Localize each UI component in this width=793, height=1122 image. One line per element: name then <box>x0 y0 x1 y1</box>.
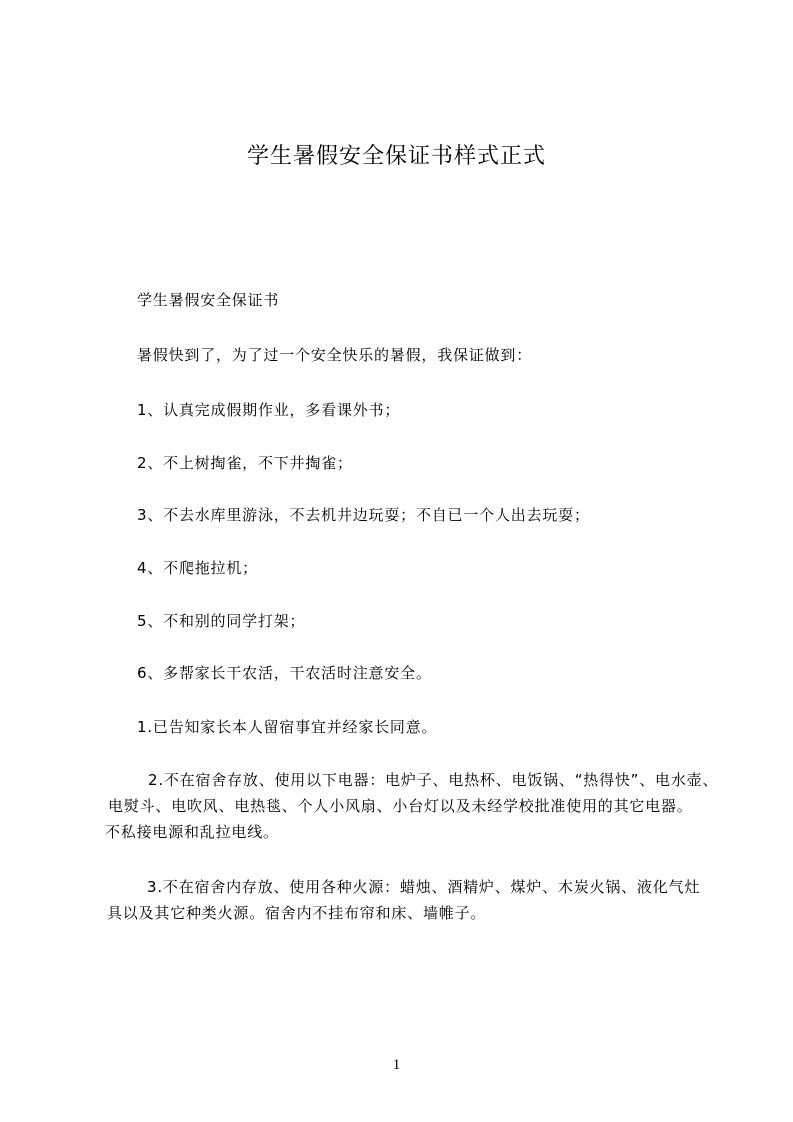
rule-2-line-1: 2.不在宿舍存放、使用以下电器：电炉子、电热杯、电饭锅、“热得快”、电水壶、 <box>148 771 719 789</box>
pledge-item-5: 5、不和别的同学打架； <box>137 612 306 630</box>
pledge-item-2: 2、不上树掏雀，不下井掏雀； <box>137 454 353 472</box>
rule-1-line-1: 1.已告知家长本人留宿事宜并经家长同意。 <box>137 718 438 736</box>
rule-2-line-3: 不私接电源和乱拉电线。 <box>105 823 279 841</box>
rule-3-line-2: 具以及其它种类火源。宿舍内不挂布帘和床、墙帷子。 <box>107 904 487 922</box>
pledge-item-1: 1、认真完成假期作业，多看课外书； <box>137 401 401 419</box>
page-number: 1 <box>392 1057 401 1073</box>
rule-3-line-1: 3.不在宿舍内存放、使用各种火源：蜡烛、酒精炉、煤炉、木炭火锅、液化气灶 <box>147 878 701 896</box>
pledge-item-4: 4、不爬拖拉机； <box>137 559 258 577</box>
pledge-item-3: 3、不去水库里游泳，不去机井边玩耍；不自已一个人出去玩耍； <box>137 506 590 524</box>
rule-2-line-2: 电熨斗、电吹风、电热毯、个人小风扇、小台灯以及未经学校批准使用的其它电器。 <box>108 797 693 815</box>
section-heading: 学生暑假安全保证书 <box>137 291 280 309</box>
pledge-item-6: 6、多帮家长干农活，干农活时注意安全。 <box>137 664 432 682</box>
intro-paragraph: 暑假快到了，为了过一个安全快乐的暑假，我保证做到： <box>137 346 533 364</box>
document-title: 学生暑假安全保证书样式正式 <box>246 144 546 169</box>
